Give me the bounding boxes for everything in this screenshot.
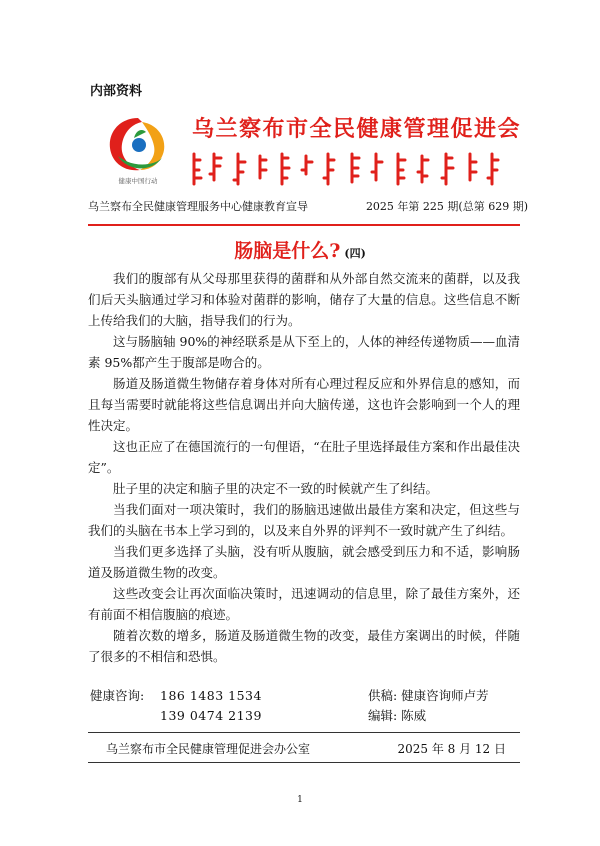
contact-block bbox=[90, 686, 520, 726]
article-body bbox=[88, 268, 520, 667]
article-title-text: 肠脑是什么? bbox=[234, 240, 341, 262]
paragraph: 肚子里的决定和脑子里的决定不一致的时候就产生了纠结。 bbox=[113, 481, 439, 496]
footer-office: 乌兰察布市全民健康管理促进会办公室 bbox=[106, 742, 311, 756]
issue-number: 2025 年第 225 期(总第 629 期) bbox=[365, 200, 528, 213]
internal-label: 内部资料 bbox=[90, 84, 143, 99]
article-part: (四) bbox=[344, 247, 366, 260]
footer-date: 2025 年 8 月 12 日 bbox=[397, 742, 506, 756]
paragraph: 这些改变会让再次面临决策时，迅速调动的信息里，除了最佳方案外，还有前面不相信腹脑的痕迹。 bbox=[88, 586, 520, 622]
contact-label: 健康咨询: bbox=[90, 688, 145, 703]
paragraph: 随着次数的增多，肠道及肠道微生物的改变，最佳方案调出的时候，伴随了很多的不相信和恐惧。 bbox=[88, 628, 520, 664]
paragraph: 当我们面对一项决策时，我们的肠脑迅速做出最佳方案和决定，但这些与我们的头脑在书本上学习到的，以及来自外界的评判不一致时就产生了纠结。 bbox=[88, 502, 520, 538]
footer-top-rule bbox=[88, 732, 520, 733]
publication-info bbox=[88, 198, 528, 214]
organization-title: 乌兰察布市全民健康管理促进会 bbox=[192, 116, 522, 142]
footer bbox=[106, 740, 506, 757]
paragraph: 这与肠脑轴 90%的神经联系是从下至上的，人体的神经传递物质——血清素 95%都产生于腹部是吻合的。 bbox=[88, 334, 520, 370]
article-title bbox=[0, 236, 600, 263]
paragraph: 这也正应了在德国流行的一句俚语，“在肚子里选择最佳方案和作出最佳决定”。 bbox=[88, 439, 520, 475]
logo-caption: 健康中国行动 bbox=[118, 177, 158, 185]
paragraph: 我们的腹部有从父母那里获得的菌群和从外部自然交流来的菌群，以及我们后天头脑通过学习和体验对菌群的影响，储存了大量的信息。这些信息不断上传给我们的大脑，指导我们的行为。 bbox=[88, 271, 520, 328]
header-divider bbox=[88, 224, 520, 226]
mongolian-script-title bbox=[190, 150, 505, 188]
editor: 编辑: 陈威 bbox=[368, 708, 427, 723]
paragraph: 当我们更多选择了头脑，没有听从腹脑，就会感受到压力和不适，影响肠道及肠道微生物的改变。 bbox=[88, 544, 520, 580]
page-number: 1 bbox=[297, 795, 303, 805]
contributor: 供稿: 健康咨询师卢芳 bbox=[368, 688, 489, 703]
health-logo-icon bbox=[98, 112, 178, 184]
phone-number-2: 139 0474 2139 bbox=[160, 708, 262, 723]
publisher-text: 乌兰察布全民健康管理服务中心健康教育宣导 bbox=[88, 200, 308, 213]
paragraph: 肠道及肠道微生物储存着身体对所有心理过程反应和外界信息的感知，而且每当需要时就能将这些信息调出并向大脑传递，这也许会影响到一个人的理性决定。 bbox=[88, 376, 520, 433]
phone-number-1: 186 1483 1534 bbox=[160, 688, 262, 703]
footer-bottom-rule bbox=[88, 762, 520, 763]
